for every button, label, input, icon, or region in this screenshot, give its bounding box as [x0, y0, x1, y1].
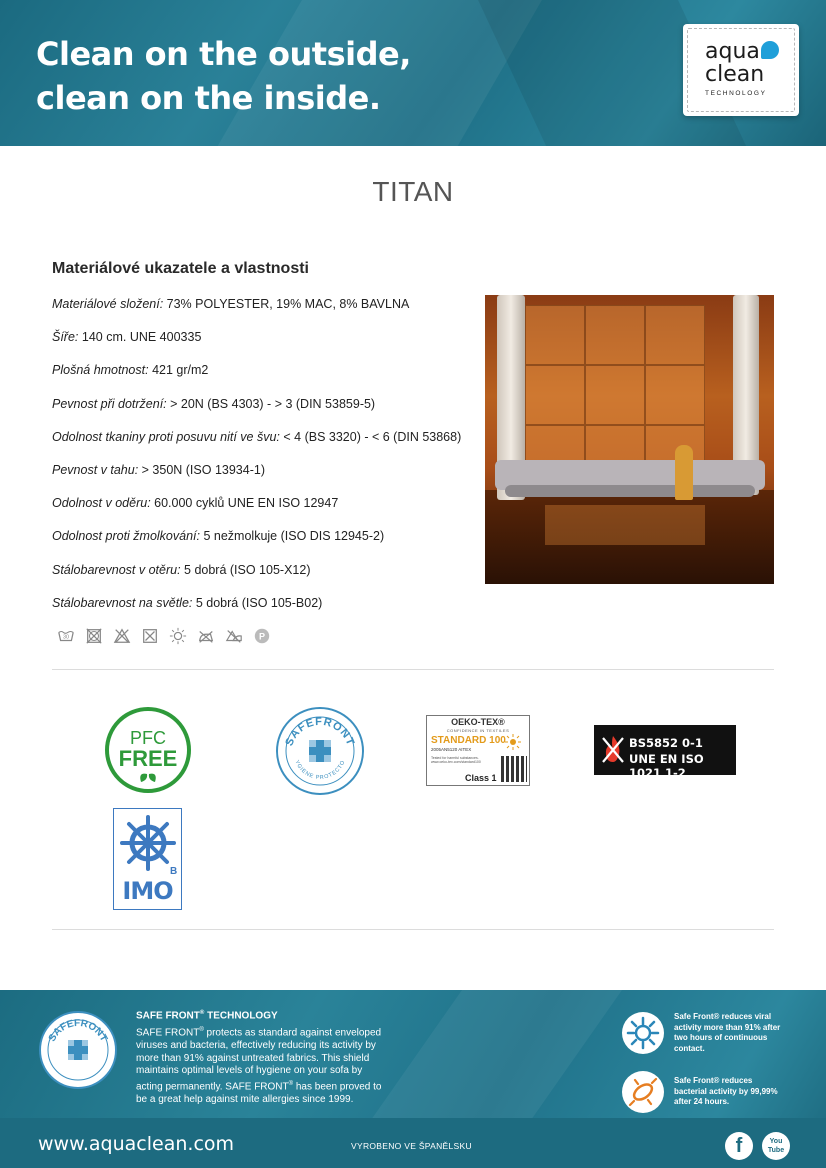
wall-panel	[585, 365, 645, 425]
footer-body-2: protects as standard against enveloped viruses and bacteria, effectively reducing its activity by more than 91% against untreated fabrics. This shield maintains optimal levels of hygiene on your sofa by acting permanently. SAFE FRONT	[136, 1027, 382, 1093]
headline	[36, 32, 411, 120]
oeko-brand: OEKO-TEX®	[451, 717, 505, 727]
pfc-line2: FREE	[118, 746, 178, 771]
reg-mark: ®	[199, 1027, 204, 1033]
ships-wheel-icon	[119, 815, 177, 871]
wall-panel	[525, 305, 585, 365]
oeko-tex-badge	[426, 715, 530, 786]
divider	[52, 929, 774, 930]
footer-body-1: SAFE FRONT	[136, 1027, 200, 1039]
youtube-icon[interactable]: You Tube	[762, 1132, 790, 1160]
virus-claim: Safe Front® reduces viral activity more than 91% after two hours of continuous contact.	[674, 1012, 781, 1053]
property-label: Odolnost tkaniny proti posuvu nití ve švu:	[52, 429, 280, 444]
fire-standard-1: BS5852 0-1	[629, 736, 703, 750]
property-value: < 4 (BS 3320) - < 6 (DIN 53868)	[279, 429, 462, 444]
property-row	[52, 595, 482, 628]
property-row	[52, 462, 482, 495]
pfc-free-badge	[104, 706, 192, 794]
property-row	[52, 396, 482, 429]
wall-panel	[525, 365, 585, 425]
property-value: 60.000 cyklů UNE EN ISO 12947	[150, 496, 339, 511]
imo-grade: B	[170, 866, 178, 877]
fire-standard-2: UNE EN ISO 1021 1-2	[629, 752, 704, 780]
bacteria-icon	[622, 1071, 664, 1113]
properties-list	[52, 296, 482, 628]
bacteria-claim-icon-wrap	[622, 1071, 664, 1113]
property-value: 5 dobrá (ISO 105-X12)	[180, 562, 311, 577]
headline-line: Clean on the outside,	[36, 35, 411, 73]
property-row	[52, 562, 482, 595]
imo-badge	[113, 808, 182, 910]
safefront-footer-badge	[38, 1010, 118, 1090]
virus-icon	[622, 1012, 664, 1054]
no-sun-dry-icon	[169, 627, 187, 645]
property-label: Plošná hmotnost:	[52, 363, 149, 378]
floor-reflection	[545, 505, 705, 545]
property-row	[52, 329, 482, 362]
product-title: TITAN	[372, 176, 454, 207]
properties-heading: Materiálové ukazatele a vlastnosti	[52, 260, 309, 277]
property-value: 5 nežmolkuje (ISO DIS 12945-2)	[200, 529, 385, 544]
footer	[0, 990, 826, 1168]
property-value: > 20N (BS 4303) - > 3 (DIN 53859-5)	[166, 396, 376, 411]
sofa-base	[505, 485, 755, 497]
virus-claim-icon-wrap	[622, 1012, 664, 1054]
imo-mark: IMO	[122, 877, 173, 905]
footer-title	[136, 1010, 278, 1021]
property-row	[52, 429, 482, 462]
safefront-sub-text: YGIENE PROTECTO	[293, 759, 347, 781]
logo-word: clean	[705, 62, 765, 87]
property-label: Pevnost v tahu:	[52, 462, 139, 477]
logo-word: aqua	[705, 39, 760, 64]
safefront-ring-text: SAFEFRONT	[283, 715, 357, 748]
footer-title-brand: SAFE FRONT	[136, 1010, 200, 1022]
header-banner	[0, 0, 826, 146]
qr-code-icon	[501, 756, 527, 782]
reg-mark: ®	[199, 1010, 205, 1016]
footer-badge-text: SAFEFRONT	[46, 1017, 110, 1044]
no-bleach-icon	[113, 627, 131, 645]
property-value: 73% POLYESTER, 19% MAC, 8% BAVLNA	[163, 297, 410, 311]
oeko-class: Class 1	[465, 773, 497, 783]
fire-resistance-badge	[594, 725, 736, 780]
property-label: Šíře:	[52, 330, 79, 345]
property-row	[52, 495, 482, 528]
property-label: Stálobarevnost na světle:	[52, 595, 193, 610]
property-label: Stálobarevnost v otěru:	[52, 562, 181, 577]
headline-line: clean on the inside.	[36, 79, 381, 117]
no-dry-icon	[141, 627, 159, 645]
property-value: > 350N (ISO 13934-1)	[138, 462, 265, 477]
made-in-label: VYROBENO VE ŠPANĚLSKU	[351, 1141, 472, 1151]
property-value: 421 gr/m2	[148, 363, 209, 378]
wall-panel	[585, 305, 645, 365]
facebook-icon[interactable]: f	[725, 1132, 753, 1160]
property-label: Pevnost při dotržení:	[52, 396, 167, 411]
pfc-line1: PFC	[130, 728, 166, 748]
logo-subtitle: TECHNOLOGY	[705, 90, 767, 97]
property-row	[52, 296, 482, 329]
property-label: Materiálové složení:	[52, 297, 164, 311]
property-row	[52, 362, 482, 395]
divider	[52, 669, 774, 670]
property-row	[52, 528, 482, 561]
footer-fold	[364, 990, 636, 1130]
care-icons	[57, 627, 271, 651]
aquaclean-logo	[683, 24, 799, 116]
oeko-standard: STANDARD 100	[431, 735, 506, 746]
wall-panel	[645, 305, 705, 365]
interior-photo	[485, 295, 774, 584]
oeko-code: 2005AN5120 AITEX	[431, 747, 472, 752]
oeko-note: Tested for harmful substances. www.oeko-tex.com/standard100	[431, 756, 481, 764]
logo-drop-icon	[761, 41, 779, 59]
professional-clean-p-icon	[253, 627, 271, 645]
no-iron-icon	[197, 627, 215, 645]
safefront-badge-icon	[275, 706, 365, 796]
reg-mark: ®	[288, 1080, 294, 1087]
pfc-free-icon	[104, 706, 192, 794]
footer-description	[136, 1024, 386, 1106]
seated-woman	[675, 445, 693, 500]
footer-title-suffix: TECHNOLOGY	[204, 1010, 278, 1022]
wash-30-icon	[57, 627, 75, 645]
property-label: Odolnost v oděru:	[52, 496, 151, 511]
oeko-tagline: CONFIDENCE IN TEXTILES	[446, 728, 510, 733]
wall-panel	[645, 365, 705, 425]
safefront-badge	[275, 706, 365, 796]
no-tumble-dry-icon	[85, 627, 103, 645]
footer-body-3: has been proved to be a great help against mite allergies since 1999.	[136, 1081, 382, 1105]
no-fire-icon	[601, 734, 625, 766]
property-label: Odolnost proti žmolkování:	[52, 529, 200, 544]
svg-text:30: 30	[63, 634, 69, 641]
website-link[interactable]: www.aquaclean.com	[38, 1133, 235, 1155]
bacteria-claim: Safe Front® reduces bacterial activity by 99,99% after 24 hours.	[674, 1076, 778, 1106]
svg-text:P: P	[258, 631, 266, 642]
property-value: 140 cm. UNE 400335	[78, 330, 202, 345]
no-chlorine-icon	[225, 627, 243, 645]
sun-icon	[505, 734, 521, 750]
property-value: 5 dobrá (ISO 105-B02)	[192, 595, 323, 610]
